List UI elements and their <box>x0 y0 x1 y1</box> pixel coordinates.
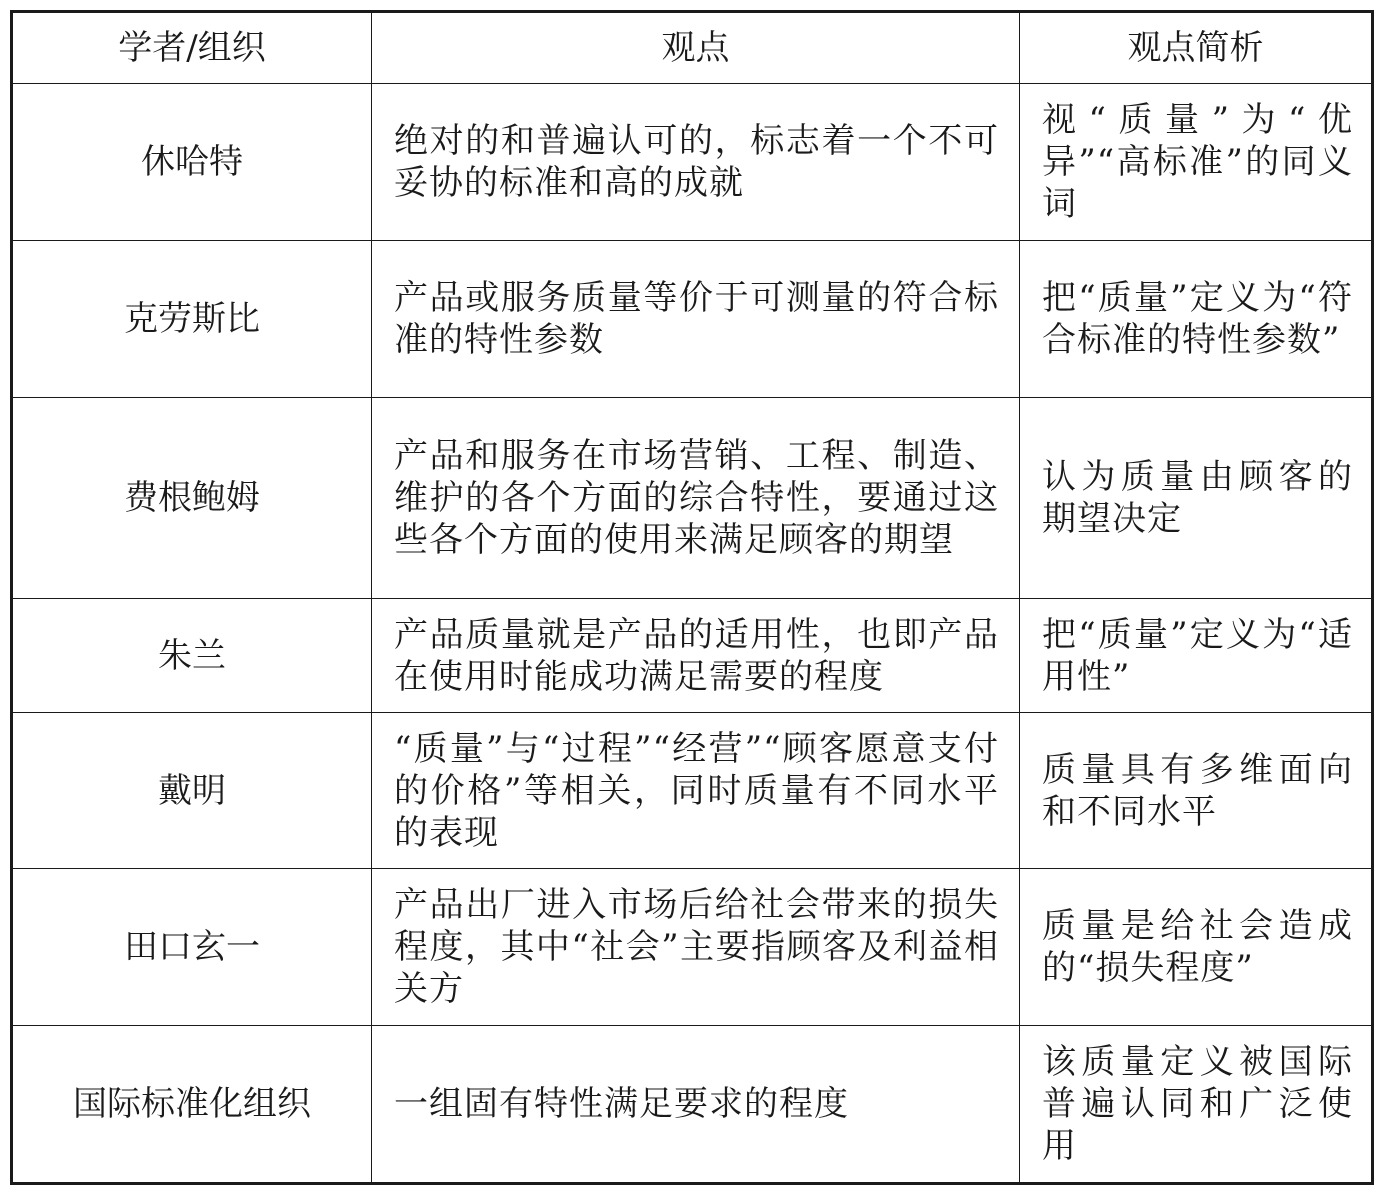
scholar-cell: 国际标准化组织 <box>12 1026 372 1184</box>
scholar-cell: 克劳斯比 <box>12 241 372 398</box>
view-cell: 产品出厂进入市场后给社会带来的损失程度，其中“社会”主要指顾客及利益相关方 <box>372 869 1020 1026</box>
analysis-cell: 视“质量”为“优异”“高标准”的同义词 <box>1020 84 1373 241</box>
table-row <box>12 398 1373 599</box>
view-cell: 产品和服务在市场营销、工程、制造、维护的各个方面的综合特性，要通过这些各个方面的使用来满足顾客的期望 <box>372 398 1020 599</box>
table-row <box>12 599 1373 713</box>
scholar-cell: 田口玄一 <box>12 869 372 1026</box>
scholar-cell: 费根鲍姆 <box>12 398 372 599</box>
analysis-cell: 质量具有多维面向和不同水平 <box>1020 713 1373 869</box>
analysis-cell: 认为质量由顾客的期望决定 <box>1020 398 1373 599</box>
scholar-cell: 朱兰 <box>12 599 372 713</box>
view-cell: 一组固有特性满足要求的程度 <box>372 1026 1020 1184</box>
table-row <box>12 1026 1373 1184</box>
quality-definitions-table <box>10 10 1374 1185</box>
header-view: 观点 <box>372 12 1020 84</box>
table-row <box>12 869 1373 1026</box>
view-cell: 绝对的和普遍认可的，标志着一个不可妥协的标准和高的成就 <box>372 84 1020 241</box>
view-cell: “质量”与“过程”“经营”“顾客愿意支付的价格”等相关，同时质量有不同水平的表现 <box>372 713 1020 869</box>
analysis-cell: 把“质量”定义为“适用性” <box>1020 599 1373 713</box>
view-cell: 产品质量就是产品的适用性，也即产品在使用时能成功满足需要的程度 <box>372 599 1020 713</box>
table-row <box>12 713 1373 869</box>
analysis-cell: 质量是给社会造成的“损失程度” <box>1020 869 1373 1026</box>
scholar-cell: 戴明 <box>12 713 372 869</box>
analysis-cell: 把“质量”定义为“符合标准的特性参数” <box>1020 241 1373 398</box>
header-analysis: 观点简析 <box>1020 12 1373 84</box>
table-row <box>12 241 1373 398</box>
analysis-cell: 该质量定义被国际普遍认同和广泛使用 <box>1020 1026 1373 1184</box>
scholar-cell: 休哈特 <box>12 84 372 241</box>
table-header-row <box>12 12 1373 84</box>
header-scholar: 学者/组织 <box>12 12 372 84</box>
table-row <box>12 84 1373 241</box>
view-cell: 产品或服务质量等价于可测量的符合标准的特性参数 <box>372 241 1020 398</box>
